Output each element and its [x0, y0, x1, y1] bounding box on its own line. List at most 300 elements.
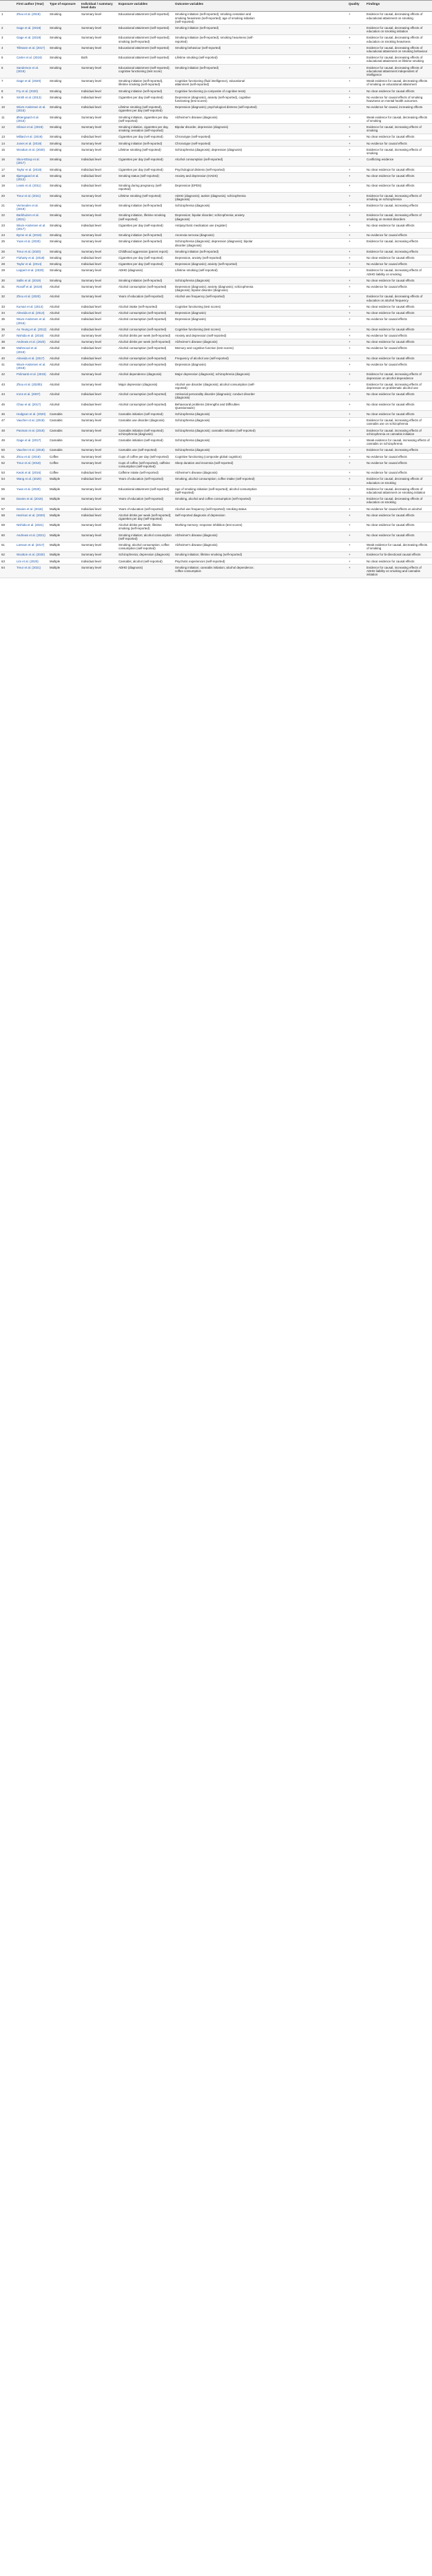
table-cell: + — [347, 391, 365, 401]
table-cell — [15, 355, 48, 361]
table-cell: No evidence for causal effects on alcohol — [365, 506, 432, 512]
table-cell — [15, 124, 48, 134]
citation-link[interactable]: Kumari et al. (2014) — [17, 304, 43, 308]
table-cell: Alcohol — [48, 381, 80, 391]
table-cell: Educational attainment (self-reported); cognitive functioning (test score) — [117, 65, 174, 78]
table-cell: Cigarettes per day (self-reported) — [117, 261, 174, 267]
table-row — [0, 332, 432, 339]
citation-link[interactable]: Taylor et al. (2014) — [17, 262, 42, 266]
table-cell — [260, 496, 347, 505]
table-cell: Multiple — [48, 486, 80, 496]
table-row — [0, 134, 432, 140]
table-cell: Summary level — [80, 34, 117, 44]
citation-link[interactable]: Zhou et al. (2020b) — [17, 382, 43, 386]
table-cell: 8 — [0, 88, 15, 94]
table-cell — [15, 284, 48, 293]
table-cell — [260, 476, 347, 485]
table-cell — [260, 486, 347, 496]
table-cell: No clear evidence for causal effects — [365, 88, 432, 94]
table-cell: Cigarettes per day (self-reported) — [117, 156, 174, 166]
citation-link[interactable]: Fluharty et al. (2018) — [17, 256, 45, 260]
studies-table — [0, 0, 432, 578]
citation-link[interactable]: Tillmann et al. (2017) — [17, 45, 45, 50]
table-cell: Alcohol — [48, 345, 80, 355]
table-cell: 2 — [0, 25, 15, 34]
table-cell — [260, 249, 347, 255]
table-cell — [15, 564, 48, 578]
table-cell: No clear evidence for causal effects — [365, 277, 432, 284]
citation-link[interactable]: Jones et al. (2019) — [17, 141, 42, 145]
table-cell: Smoking initiation (self-reported) — [174, 25, 260, 34]
table-cell: No clear evidence for causal effects — [365, 522, 432, 531]
table-row — [0, 88, 432, 94]
table-cell: Smoking initiation, cigarettes per day (self-reported) — [117, 114, 174, 124]
table-cell: 49 — [0, 437, 15, 447]
citation-link[interactable]: Treur et al. (2020) — [17, 249, 41, 253]
table-row — [0, 277, 432, 284]
column-header — [0, 1, 15, 12]
citation-link[interactable]: Wium-Andersen et al. (2015) — [17, 105, 46, 113]
table-cell: 16 — [0, 156, 15, 166]
table-cell: 28 — [0, 261, 15, 267]
table-cell: No clear evidence for causal effects — [365, 558, 432, 564]
citation-link[interactable]: Harrison et al. (2020) — [17, 513, 45, 517]
citation-link[interactable]: Vaucher et al. (2018) — [17, 419, 45, 423]
table-cell: Cups of coffee per day (self-reported) — [117, 454, 174, 460]
table-cell — [260, 454, 347, 460]
citation-link[interactable]: Gage et al. (2017) — [17, 438, 41, 442]
citation-link[interactable]: Hodgson et al. (2020) — [17, 412, 46, 416]
table-cell — [260, 182, 347, 192]
citation-link[interactable]: Almeida et al. (2017) — [17, 356, 45, 360]
citation-link[interactable]: Andrews et al. (2021) — [17, 533, 45, 537]
table-cell: Educational attainment (self-reported); smoking (self-reported) — [117, 34, 174, 44]
table-cell: Smoking; alcohol consumption; coffee intake (self-reported) — [174, 476, 260, 485]
table-cell: Alcohol — [48, 284, 80, 293]
table-cell: Smoking initiation (self-reported), lifetime smoking (self-reported) — [117, 78, 174, 87]
table-row — [0, 558, 432, 564]
table-cell — [15, 78, 48, 87]
table-cell: Individual level — [80, 104, 117, 114]
table-cell — [260, 437, 347, 447]
table-cell: Cannabis; alcohol (self-reported) — [117, 558, 174, 564]
table-cell: No evidence for causal effects — [365, 469, 432, 476]
citation-link[interactable]: Bjørngaard et al. (2013) — [17, 173, 39, 182]
citation-link[interactable]: Wootton et al. (2020) — [17, 147, 45, 151]
table-row — [0, 156, 432, 166]
table-cell: + — [347, 417, 365, 427]
table-cell: Schizophrenia (diagnosis) — [174, 277, 260, 284]
citation-link[interactable]: Skov-Ettrup et al. (2017) — [17, 158, 40, 165]
table-cell: Alcohol use disorder (diagnosis); alcohol consumption (self-reported) — [174, 381, 260, 391]
table-cell — [15, 167, 48, 173]
table-cell — [260, 277, 347, 284]
table-cell: 6 — [0, 65, 15, 78]
column-header: Type of exposure — [48, 1, 80, 12]
table-cell: Cognitive functioning (fluid intelligence), educational attainment (self-reported) — [174, 78, 260, 87]
table-cell — [260, 542, 347, 551]
table-cell: + — [347, 232, 365, 238]
table-cell: Evidence for causal, increasing effects of smoking — [365, 124, 432, 134]
table-cell: No clear evidence for causal effects — [365, 255, 432, 261]
table-cell: Smoking initiation; lifetime smoking (self-reported) — [174, 551, 260, 558]
citation-link[interactable]: Davies et al. (2018) — [17, 507, 43, 511]
citation-link[interactable]: Østergaard et al. (2015) — [17, 115, 39, 123]
table-cell: 46 — [0, 411, 15, 417]
table-cell: No evidence for causal effects — [365, 361, 432, 371]
citation-link[interactable]: Kwok et al. (2016) — [17, 471, 41, 475]
table-row — [0, 11, 432, 25]
table-row — [0, 486, 432, 496]
table-cell — [260, 401, 347, 411]
table-cell: 64 — [0, 564, 15, 578]
citation-link[interactable]: Almeida et al. (2014) — [17, 311, 45, 315]
table-cell: Individual level — [80, 173, 117, 182]
table-cell — [260, 564, 347, 578]
table-cell: Smoking initiation; cannabis initiation; alcohol dependence; coffee consumption — [174, 564, 260, 578]
table-cell — [260, 355, 347, 361]
table-row — [0, 564, 432, 578]
table-cell: + — [347, 361, 365, 371]
table-cell: No evidence for causal effects — [365, 345, 432, 355]
citation-link[interactable]: Larsson et al. (2017) — [17, 543, 45, 547]
table-cell: Cannabis initiation (self-reported); schizophrenia (diagnosis) — [117, 427, 174, 437]
table-cell: Smoking — [48, 277, 80, 284]
table-cell: Alcohol consumption (self-reported) — [117, 284, 174, 293]
table-cell — [15, 332, 48, 339]
table-cell: Individual level — [80, 94, 117, 104]
table-cell: 13 — [0, 134, 15, 140]
citation-link[interactable]: Chao et al. (2017) — [17, 402, 41, 406]
table-cell: Smoking — [48, 124, 80, 134]
table-cell: ADHD (diagnosis) — [117, 267, 174, 277]
table-cell — [260, 147, 347, 156]
table-cell: Cognitive functioning (test scores) — [174, 304, 260, 310]
table-cell: Evidence for causal, decreasing effects of education on smoking — [365, 476, 432, 485]
table-cell — [15, 460, 48, 469]
table-body — [0, 11, 432, 578]
table-cell: + — [347, 202, 365, 212]
table-cell: Antisocial personality disorder (diagnosis); conduct disorder (diagnosis) — [174, 391, 260, 401]
table-cell — [15, 532, 48, 542]
table-cell: + — [347, 454, 365, 460]
table-cell: + — [347, 293, 365, 303]
table-cell: + — [347, 304, 365, 310]
table-cell: Conflicting evidence — [365, 156, 432, 166]
table-cell: 45 — [0, 401, 15, 411]
table-row — [0, 460, 432, 469]
table-cell — [15, 542, 48, 551]
table-row — [0, 326, 432, 332]
table-cell — [260, 88, 347, 94]
citation-link[interactable]: Lim et al. (2020) — [17, 559, 39, 563]
table-cell: + — [347, 238, 365, 248]
table-cell: Smoking — [48, 134, 80, 140]
table-cell: + — [347, 381, 365, 391]
table-cell — [260, 173, 347, 182]
table-cell: Summary level — [80, 232, 117, 238]
table-cell — [260, 11, 347, 25]
table-cell: 40 — [0, 355, 15, 361]
table-cell: No clear evidence for causal effects — [365, 326, 432, 332]
citation-link[interactable]: Nishida et al. (2018) — [17, 333, 44, 337]
table-cell: Smoking initiation (self-reported) — [117, 232, 174, 238]
citation-link[interactable]: Wium-Andersen et al. (2017) — [17, 223, 46, 231]
table-cell — [15, 54, 48, 64]
table-cell: No evidence for causal effects — [365, 454, 432, 460]
citation-link[interactable]: Yuan et al. (2020) — [17, 240, 41, 244]
table-cell: 18 — [0, 173, 15, 182]
citation-link[interactable]: Vaucher et al. (2018) — [17, 448, 45, 452]
table-cell: 39 — [0, 345, 15, 355]
citation-link[interactable]: Wang et al. (2020) — [17, 477, 41, 481]
table-cell: Depression; bipolar disorder; schizophrenia; anxiety (diagnosis) — [174, 212, 260, 222]
table-cell: Smoking initiation (self-reported) — [117, 238, 174, 248]
table-header — [0, 1, 432, 12]
table-cell — [15, 134, 48, 140]
citation-link[interactable]: Nishida et al. (2021) — [17, 523, 44, 527]
table-cell: Alcohol — [48, 391, 80, 401]
table-cell: 22 — [0, 212, 15, 222]
table-cell: + — [347, 532, 365, 542]
citation-link[interactable]: Yuan et al. (2020) — [17, 487, 41, 491]
table-cell: Evidence for causal, decreasing effects of education on alcohol frequency — [365, 293, 432, 303]
citation-link[interactable]: Rosoff et al. (2019) — [17, 285, 43, 289]
table-cell: Behavioural problems (Strengths and Difficulties Questionnaire) — [174, 401, 260, 411]
table-row — [0, 437, 432, 447]
citation-link[interactable]: Zhou et al. (2019) — [17, 12, 41, 17]
citation-link[interactable]: Zhou et al. (2019) — [17, 454, 41, 458]
citation-link[interactable]: Vermeulen et al. (2019) — [17, 204, 39, 211]
table-cell: 4 — [0, 45, 15, 54]
table-row — [0, 193, 432, 202]
table-cell: 3 — [0, 34, 15, 44]
table-cell: 55 — [0, 486, 15, 496]
table-cell: Smoking — [48, 255, 80, 261]
table-row — [0, 506, 432, 512]
table-cell — [260, 293, 347, 303]
table-cell: + — [347, 332, 365, 339]
table-cell: Smoking — [48, 54, 80, 64]
table-cell: Smoking — [48, 147, 80, 156]
table-cell: + — [347, 88, 365, 94]
table-cell: Lifetime smoking (self-reported), cigarettes per day (self-reported) — [117, 104, 174, 114]
table-cell: 53 — [0, 469, 15, 476]
citation-link[interactable]: Sallis et al. (2019) — [17, 278, 41, 282]
table-cell: Summary level — [80, 124, 117, 134]
table-cell: Multiple — [48, 496, 80, 505]
table-row — [0, 551, 432, 558]
table-cell: + — [347, 104, 365, 114]
column-header: Individual / summary level data — [80, 1, 117, 12]
table-row — [0, 355, 432, 361]
table-row — [0, 284, 432, 293]
citation-link[interactable]: Gage et al. (2018) — [17, 36, 41, 40]
table-cell: + — [347, 355, 365, 361]
table-cell: 62 — [0, 551, 15, 558]
table-cell: Smoking during pregnancy (self-reported) — [117, 182, 174, 192]
citation-link[interactable]: Treur et al. (2018) — [17, 461, 41, 465]
table-cell — [260, 140, 347, 147]
citation-link[interactable]: Fry et al. (2020) — [17, 89, 38, 93]
table-cell: No clear evidence for causal effects — [365, 391, 432, 401]
citation-link[interactable]: Davies et al. (2019) — [17, 497, 43, 501]
table-cell: + — [347, 193, 365, 202]
table-cell: Smoking behaviour (self-reported) — [174, 45, 260, 54]
citation-link[interactable]: Zhou et al. (2020) — [17, 295, 41, 299]
citation-link[interactable]: Au Yeung et al. (2012) — [17, 327, 47, 331]
table-cell: Multiple — [48, 512, 80, 522]
citation-link[interactable]: Mahmood et al. (2019) — [17, 346, 38, 354]
citation-link[interactable]: Andrews et al. (2020) — [17, 340, 45, 344]
table-cell: + — [347, 371, 365, 381]
table-cell: Smoking initiation (self-reported); smoking cessation and smoking heaviness (self-reported); age of smoking initiation (self-reported) — [174, 11, 260, 25]
table-row — [0, 54, 432, 64]
table-cell: Cannabis — [48, 417, 80, 427]
table-cell: Individual level — [80, 355, 117, 361]
table-cell: Cigarettes per day (self-reported) — [117, 94, 174, 104]
table-cell: 31 — [0, 284, 15, 293]
table-cell — [260, 316, 347, 326]
table-cell: + — [347, 496, 365, 505]
table-cell — [15, 261, 48, 267]
citation-link[interactable]: Smith et al. (2013) — [17, 95, 41, 99]
table-cell: Summary level — [80, 249, 117, 255]
citation-link[interactable]: Millard et al. (2019) — [17, 135, 43, 139]
table-cell: No evidence for causal effects — [365, 232, 432, 238]
citation-link[interactable]: Taylor et al. (2019) — [17, 167, 42, 171]
table-cell — [260, 284, 347, 293]
table-cell — [15, 267, 48, 277]
table-cell: 51 — [0, 454, 15, 460]
citation-link[interactable]: Carter et al. (2019) — [17, 56, 42, 60]
table-row — [0, 522, 432, 531]
table-cell: Evidence for causal, decreasing effects of education on smoking — [365, 496, 432, 505]
table-cell: Depression (diagnosis) — [174, 310, 260, 316]
table-row — [0, 255, 432, 261]
table-cell — [260, 34, 347, 44]
table-row — [0, 391, 432, 401]
table-cell: Summary level — [80, 65, 117, 78]
table-cell: Smoking — [48, 267, 80, 277]
citation-link[interactable]: Sanderson et al. (2019) — [17, 65, 39, 73]
citation-link[interactable]: Lewis et al. (2011) — [17, 184, 41, 188]
table-cell: Psychotic experiences (self-reported) — [174, 558, 260, 564]
table-cell: + — [347, 284, 365, 293]
column-header: Exposure variables — [117, 1, 174, 12]
citation-link[interactable]: Gage et al. (2018) — [17, 25, 41, 30]
table-cell: No evidence for causal effects — [365, 284, 432, 293]
table-cell: + — [347, 411, 365, 417]
citation-link[interactable]: Leppert et al. (2020) — [17, 268, 44, 273]
table-cell: Educational attainment (self-reported) — [117, 45, 174, 54]
citation-link[interactable]: Treur et al. (2021) — [17, 565, 41, 569]
table-cell: + — [347, 94, 365, 104]
table-cell: Multiple — [48, 558, 80, 564]
table-cell — [15, 401, 48, 411]
table-cell: No clear evidence for causal effects — [365, 532, 432, 542]
citation-link[interactable]: Wium-Andersen et al. (2018) — [17, 362, 46, 370]
table-row — [0, 381, 432, 391]
table-cell: Cigarettes per day (self-reported) — [117, 167, 174, 173]
table-cell: Multiple — [48, 564, 80, 578]
table-cell — [15, 417, 48, 427]
table-cell: Evidence for causal, decreasing effects of education on smoking initiation — [365, 25, 432, 34]
table-cell: Evidence for causal, decreasing effects of educational attainment on smoking — [365, 11, 432, 25]
citation-link[interactable]: Polimanti et al. (2019) — [17, 372, 46, 377]
table-cell: Summary level — [80, 542, 117, 551]
citation-link[interactable]: Wootton et al. (2020) — [17, 553, 45, 557]
citation-link[interactable]: Barkhuizen et al. (2021) — [17, 213, 39, 221]
table-cell: Evidence for causal, increasing effects of depression on alcohol dependence — [365, 371, 432, 381]
table-cell: Summary level — [80, 532, 117, 542]
table-cell: Evidence for causal, increasing effects of smoking on mental disorders — [365, 212, 432, 222]
table-cell: 58 — [0, 512, 15, 522]
table-cell: Summary level — [80, 147, 117, 156]
table-row — [0, 167, 432, 173]
table-cell: + — [347, 255, 365, 261]
citation-link[interactable]: Treur et al. (2021) — [17, 193, 41, 198]
table-cell: Multiple — [48, 506, 80, 512]
table-cell: 57 — [0, 506, 15, 512]
citation-link[interactable]: Byrne et al. (2019) — [17, 233, 42, 237]
citation-link[interactable]: Gibson et al. (2019) — [17, 125, 43, 129]
table-cell: Alcohol — [48, 339, 80, 345]
table-cell: Anxiety and depression (HADS) — [174, 173, 260, 182]
table-cell: Smoking — [48, 182, 80, 192]
table-cell — [260, 255, 347, 261]
table-cell: Smoking, alcohol and coffee consumption (self-reported) — [174, 496, 260, 505]
table-cell: + — [347, 316, 365, 326]
table-cell: Summary level — [80, 332, 117, 339]
table-cell: 26 — [0, 249, 15, 255]
table-cell: 27 — [0, 255, 15, 261]
citation-link[interactable]: Irons et al. (2007) — [17, 392, 41, 397]
citation-link[interactable]: Gage et al. (2020) — [17, 79, 41, 83]
table-cell: Evidence for causal, increasing effects of cannabis use on schizophrenia — [365, 417, 432, 427]
table-cell: Cannabis — [48, 437, 80, 447]
table-cell: Cups of coffee (self-reported), caffeine consumption (self-reported) — [117, 460, 174, 469]
table-cell: 44 — [0, 391, 15, 401]
table-cell: Cannabis — [48, 411, 80, 417]
table-cell: Smoking — [48, 11, 80, 25]
table-cell: 23 — [0, 222, 15, 232]
table-cell: Evidence for causal, increasing effects of depression on problematic alcohol use — [365, 381, 432, 391]
table-cell: Depression (diagnosis); anxiety (diagnosis); schizophrenia (diagnosis); bipolar disorder (diagnosis) — [174, 284, 260, 293]
table-cell: Depression, anxiety (self-reported) — [174, 255, 260, 261]
table-cell: Smoking; alcohol consumption; coffee consumption (self-reported) — [117, 542, 174, 551]
table-cell: Summary level — [80, 267, 117, 277]
citation-link[interactable]: Wium-Andersen et al. (2015) — [17, 317, 46, 325]
table-cell: + — [347, 11, 365, 25]
table-cell — [15, 522, 48, 531]
table-cell: 54 — [0, 476, 15, 485]
table-cell: + — [347, 558, 365, 564]
table-cell: Both — [80, 54, 117, 64]
table-cell: 10 — [0, 104, 15, 114]
table-cell: Anxiety and depression (self-reported) — [174, 332, 260, 339]
table-cell: Smoking — [48, 156, 80, 166]
table-cell: + — [347, 212, 365, 222]
table-cell: Individual level — [80, 469, 117, 476]
table-cell: No evidence for causal effects of smoking heaviness on mental health outcomes — [365, 94, 432, 104]
table-cell: Depression (diagnosis) — [174, 361, 260, 371]
table-cell: Summary level — [80, 277, 117, 284]
table-cell: Smoking — [48, 25, 80, 34]
table-cell: Summary level — [80, 212, 117, 222]
column-header: Findings — [365, 1, 432, 12]
citation-link[interactable]: Pasman et al. (2018) — [17, 428, 45, 432]
